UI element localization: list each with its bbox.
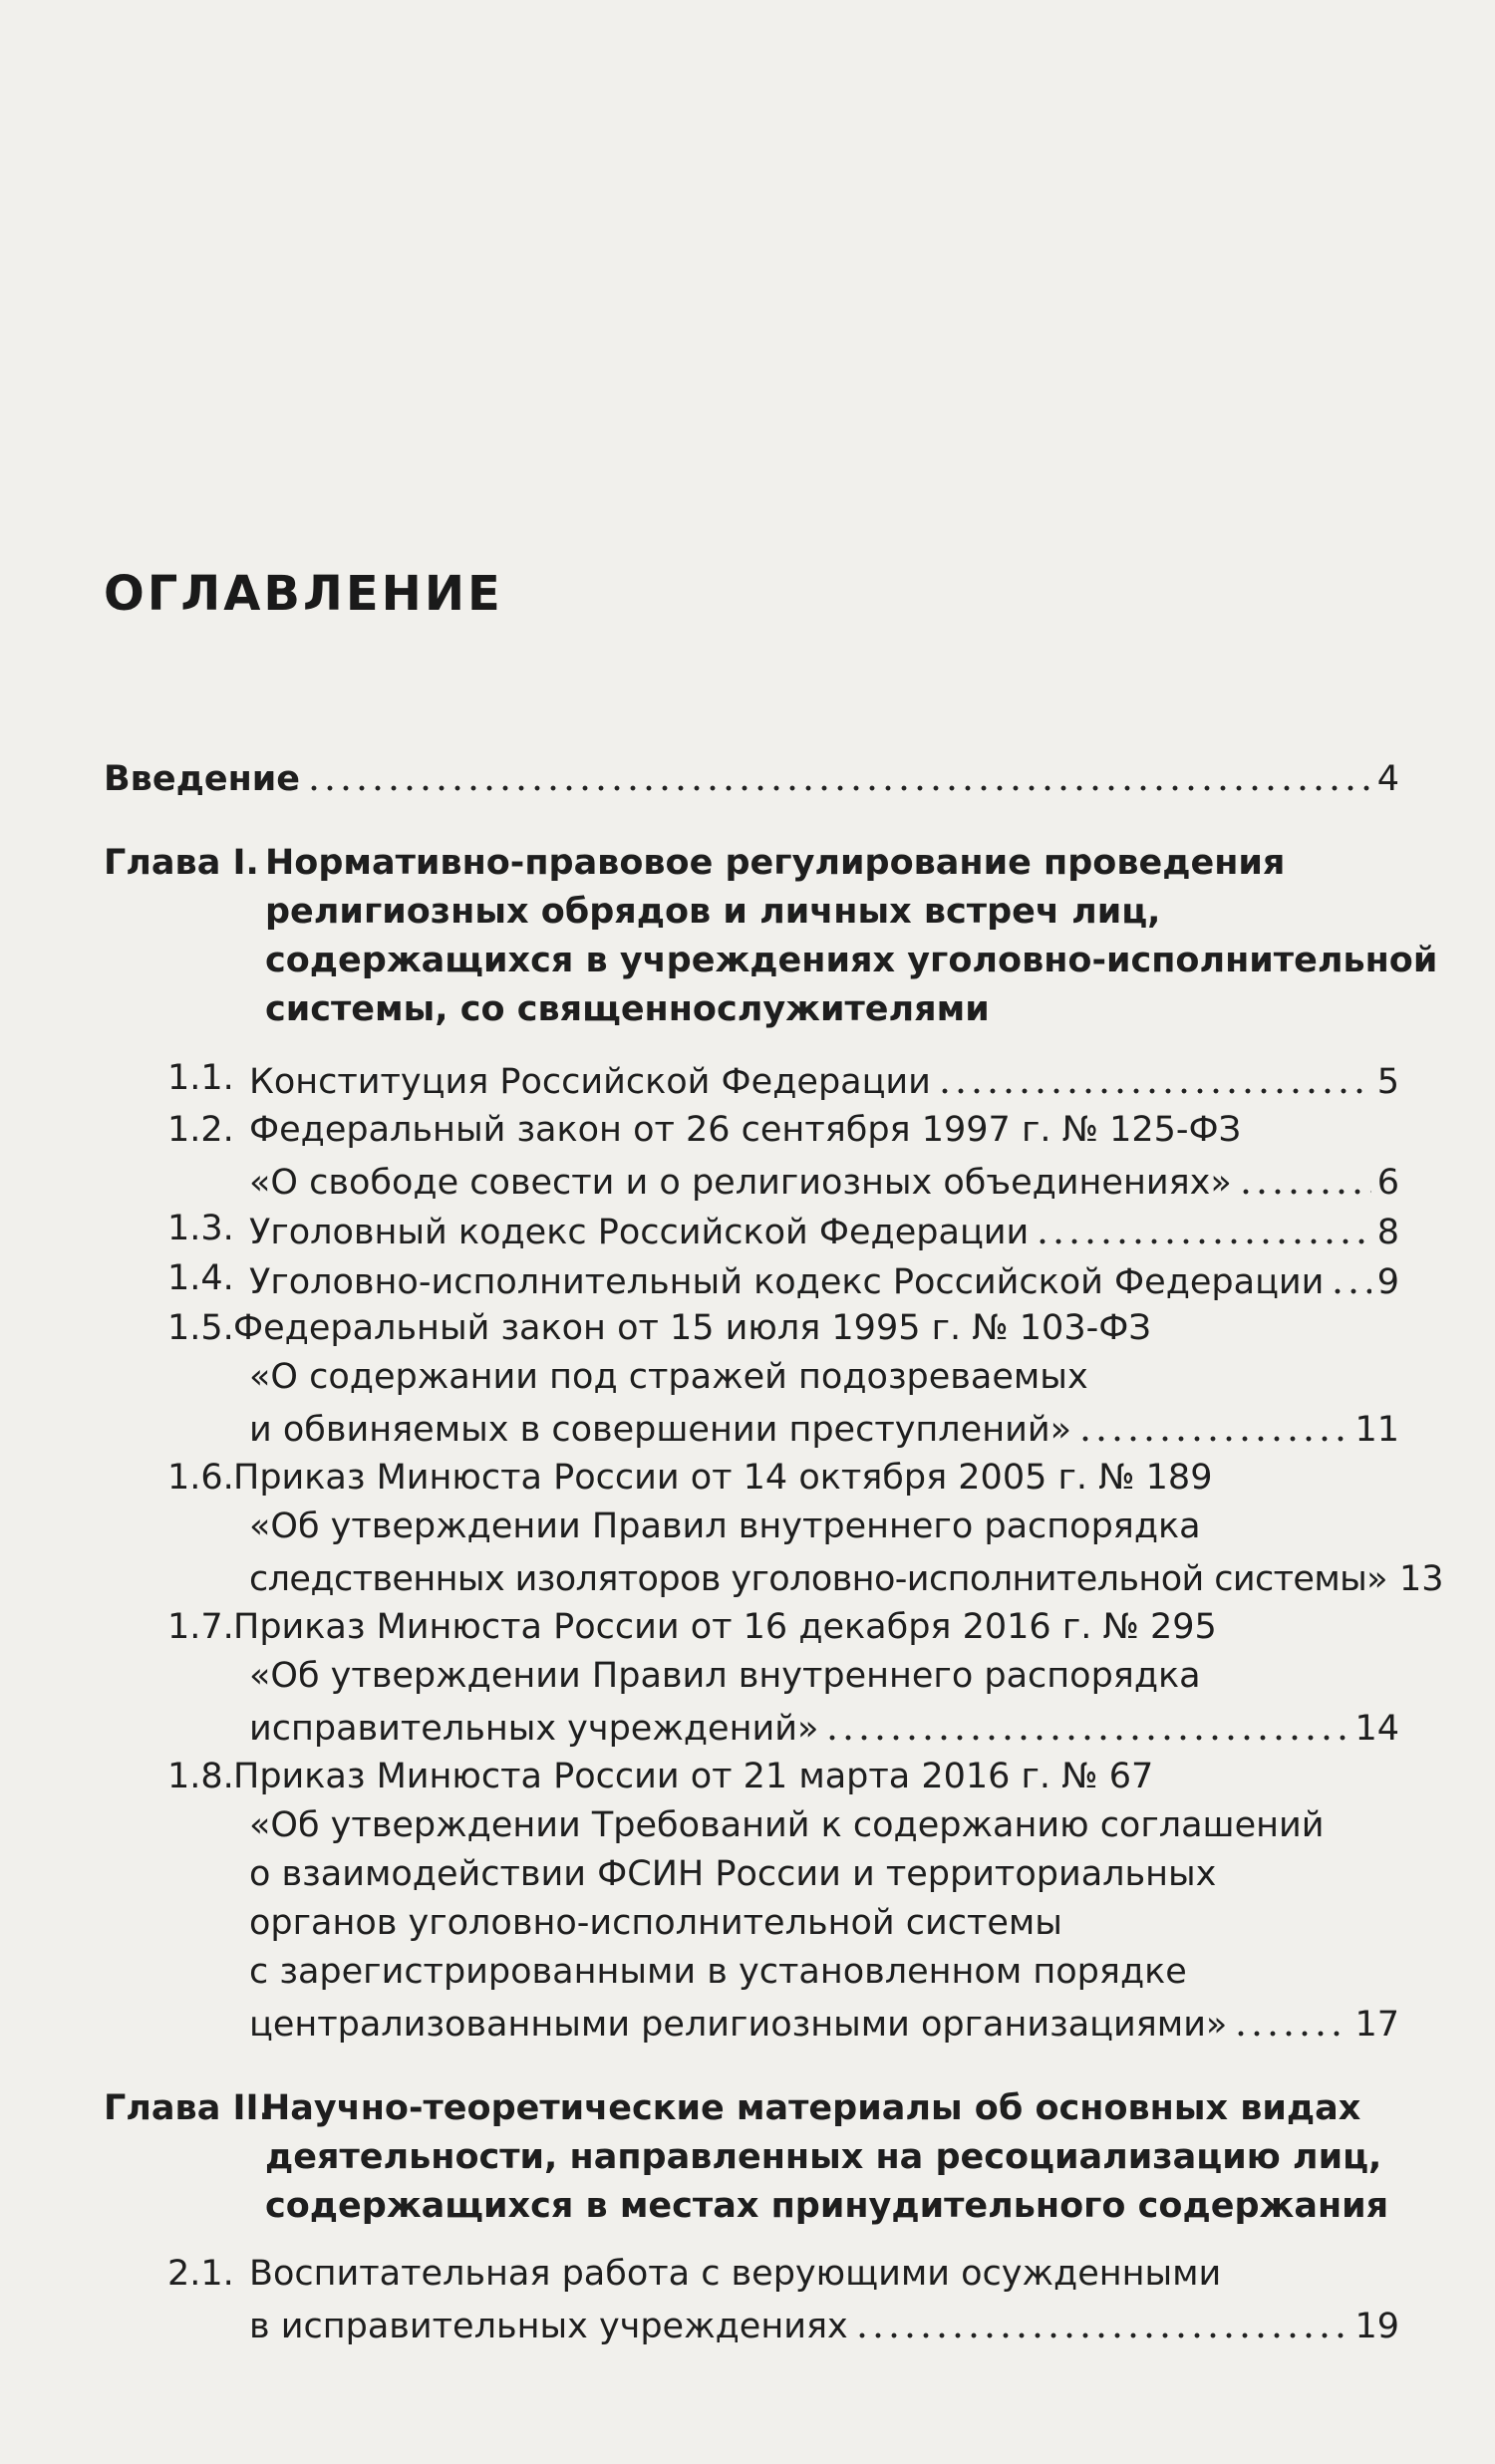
dot-leader <box>854 2331 1349 2339</box>
toc-entry-label: исправительных учреждений» <box>249 1709 819 1749</box>
toc-page-number: 6 <box>1376 1163 1399 1203</box>
toc-entry-1-8[interactable] <box>249 2001 1399 2050</box>
chapter-2-title-line: содержащихся в местах принудительного содержания <box>265 2186 1389 2226</box>
toc-entry-label: следственных изоляторов уголовно-исполнительной системы» <box>249 1559 1387 1599</box>
toc-item-number: 1.7. <box>167 1607 234 1647</box>
toc-entry-label: о взаимодействии ФСИН России и территориальных <box>249 1854 1217 1894</box>
toc-entry-label: Федеральный закон от 15 июля 1995 г. № 103-ФЗ <box>233 1308 1151 1348</box>
toc-entry-label: «Об утверждении Правил внутреннего распорядка <box>249 1656 1201 1696</box>
toc-entry-label: Федеральный закон от 26 сентября 1997 г. № 125-ФЗ <box>249 1110 1242 1150</box>
toc-entry-label: Приказ Минюста России от 21 марта 2016 г. № 67 <box>233 1757 1154 1796</box>
toc-item-number: 1.8. <box>167 1757 234 1796</box>
toc-entry-label: Введение <box>104 759 301 799</box>
toc-entry-label: централизованными религиозными организациями» <box>249 2005 1228 2045</box>
toc-entry-label: Воспитательная работа с верующими осужденными <box>249 2254 1222 2294</box>
toc-page-number: 8 <box>1376 1213 1399 1252</box>
toc-entry-label: и обвиняемых в совершении преступлений» <box>249 1410 1071 1450</box>
dot-leader <box>1233 2030 1348 2038</box>
chapter-1-title-line: Нормативно-правовое регулирование проведения <box>265 843 1286 883</box>
toc-item-number: 1.1. <box>167 1058 234 1098</box>
chapter-1-title-line: религиозных обрядов и личных встреч лиц, <box>265 892 1161 932</box>
toc-item-number: 1.4. <box>167 1258 234 1298</box>
chapter-1-title-line: системы, со священнослужителями <box>265 989 990 1029</box>
toc-entry-2-1[interactable] <box>249 2303 1399 2351</box>
toc-page-number: 17 <box>1354 2005 1399 2045</box>
toc-entry-label: Уголовный кодекс Российской Федерации <box>249 1213 1030 1252</box>
toc-entry-label: Приказ Минюста России от 14 октября 2005 г. № 189 <box>233 1458 1213 1498</box>
toc-item-number: 1.3. <box>167 1209 234 1248</box>
dot-leader <box>937 1087 1371 1095</box>
chapter-1-title-line: содержащихся в учреждениях уголовно-исполнительной <box>265 941 1438 980</box>
toc-page-number: 19 <box>1354 2307 1399 2346</box>
dot-leader <box>1077 1435 1348 1443</box>
toc-entry-label: «О свободе совести и о религиозных объединениях» <box>249 1163 1232 1203</box>
toc-entry-label: «О содержании под стражей подозреваемых <box>249 1357 1088 1397</box>
toc-entry-1-6[interactable] <box>249 1555 1444 1604</box>
toc-entry-1-1[interactable] <box>249 1058 1399 1107</box>
toc-entry-1-4[interactable] <box>249 1258 1399 1307</box>
toc-page-number: 11 <box>1354 1410 1399 1450</box>
toc-item-number: 1.6. <box>167 1458 234 1498</box>
toc-page-number: 4 <box>1376 759 1399 799</box>
toc-entry-1-7[interactable] <box>249 1705 1399 1754</box>
toc-page-number: 5 <box>1376 1062 1399 1102</box>
toc-entry-label: с зарегистрированными в установленном порядке <box>249 1952 1187 1992</box>
toc-item-number: 2.1. <box>167 2254 234 2294</box>
toc-entry-label: «Об утверждении Требований к содержанию соглашений <box>249 1805 1325 1845</box>
toc-page-number: 9 <box>1376 1262 1399 1302</box>
toc-page-number: 14 <box>1354 1709 1399 1749</box>
dot-leader <box>1330 1287 1370 1295</box>
toc-entry-label: Приказ Минюста России от 16 декабря 2016 г. № 295 <box>233 1607 1217 1647</box>
toc-item-number: 1.2. <box>167 1110 234 1150</box>
toc-entry-1-3[interactable] <box>249 1209 1399 1257</box>
toc-entry-label: органов уголовно-исполнительной системы <box>249 1903 1062 1943</box>
toc-page-number: 13 <box>1399 1559 1444 1599</box>
chapter-2-prefix: Глава II. <box>104 2088 272 2128</box>
toc-entry-intro[interactable] <box>104 755 1399 804</box>
chapter-2-title-line: Научно-теоретические материалы об основных видах <box>261 2088 1361 2128</box>
toc-entry-label: Уголовно-исполнительный кодекс Российской Федерации <box>249 1262 1325 1302</box>
dot-leader <box>1035 1237 1370 1245</box>
toc-entry-label: в исправительных учреждениях <box>249 2307 848 2346</box>
toc-item-number: 1.5. <box>167 1308 234 1348</box>
toc-entry-1-2[interactable] <box>249 1159 1399 1208</box>
chapter-1-prefix: Глава I. <box>104 843 259 883</box>
chapter-2-title-line: деятельности, направленных на ресоциализацию лиц, <box>265 2137 1382 2177</box>
dot-leader <box>306 784 1371 792</box>
toc-entry-label: «Об утверждении Правил внутреннего распорядка <box>249 1506 1201 1546</box>
toc-entry-label: Конституция Российской Федерации <box>249 1062 931 1102</box>
dot-leader <box>1238 1188 1371 1196</box>
toc-entry-1-5[interactable] <box>249 1406 1399 1455</box>
toc-heading: ОГЛАВЛЕНИЕ <box>104 566 503 622</box>
dot-leader <box>824 1734 1348 1742</box>
